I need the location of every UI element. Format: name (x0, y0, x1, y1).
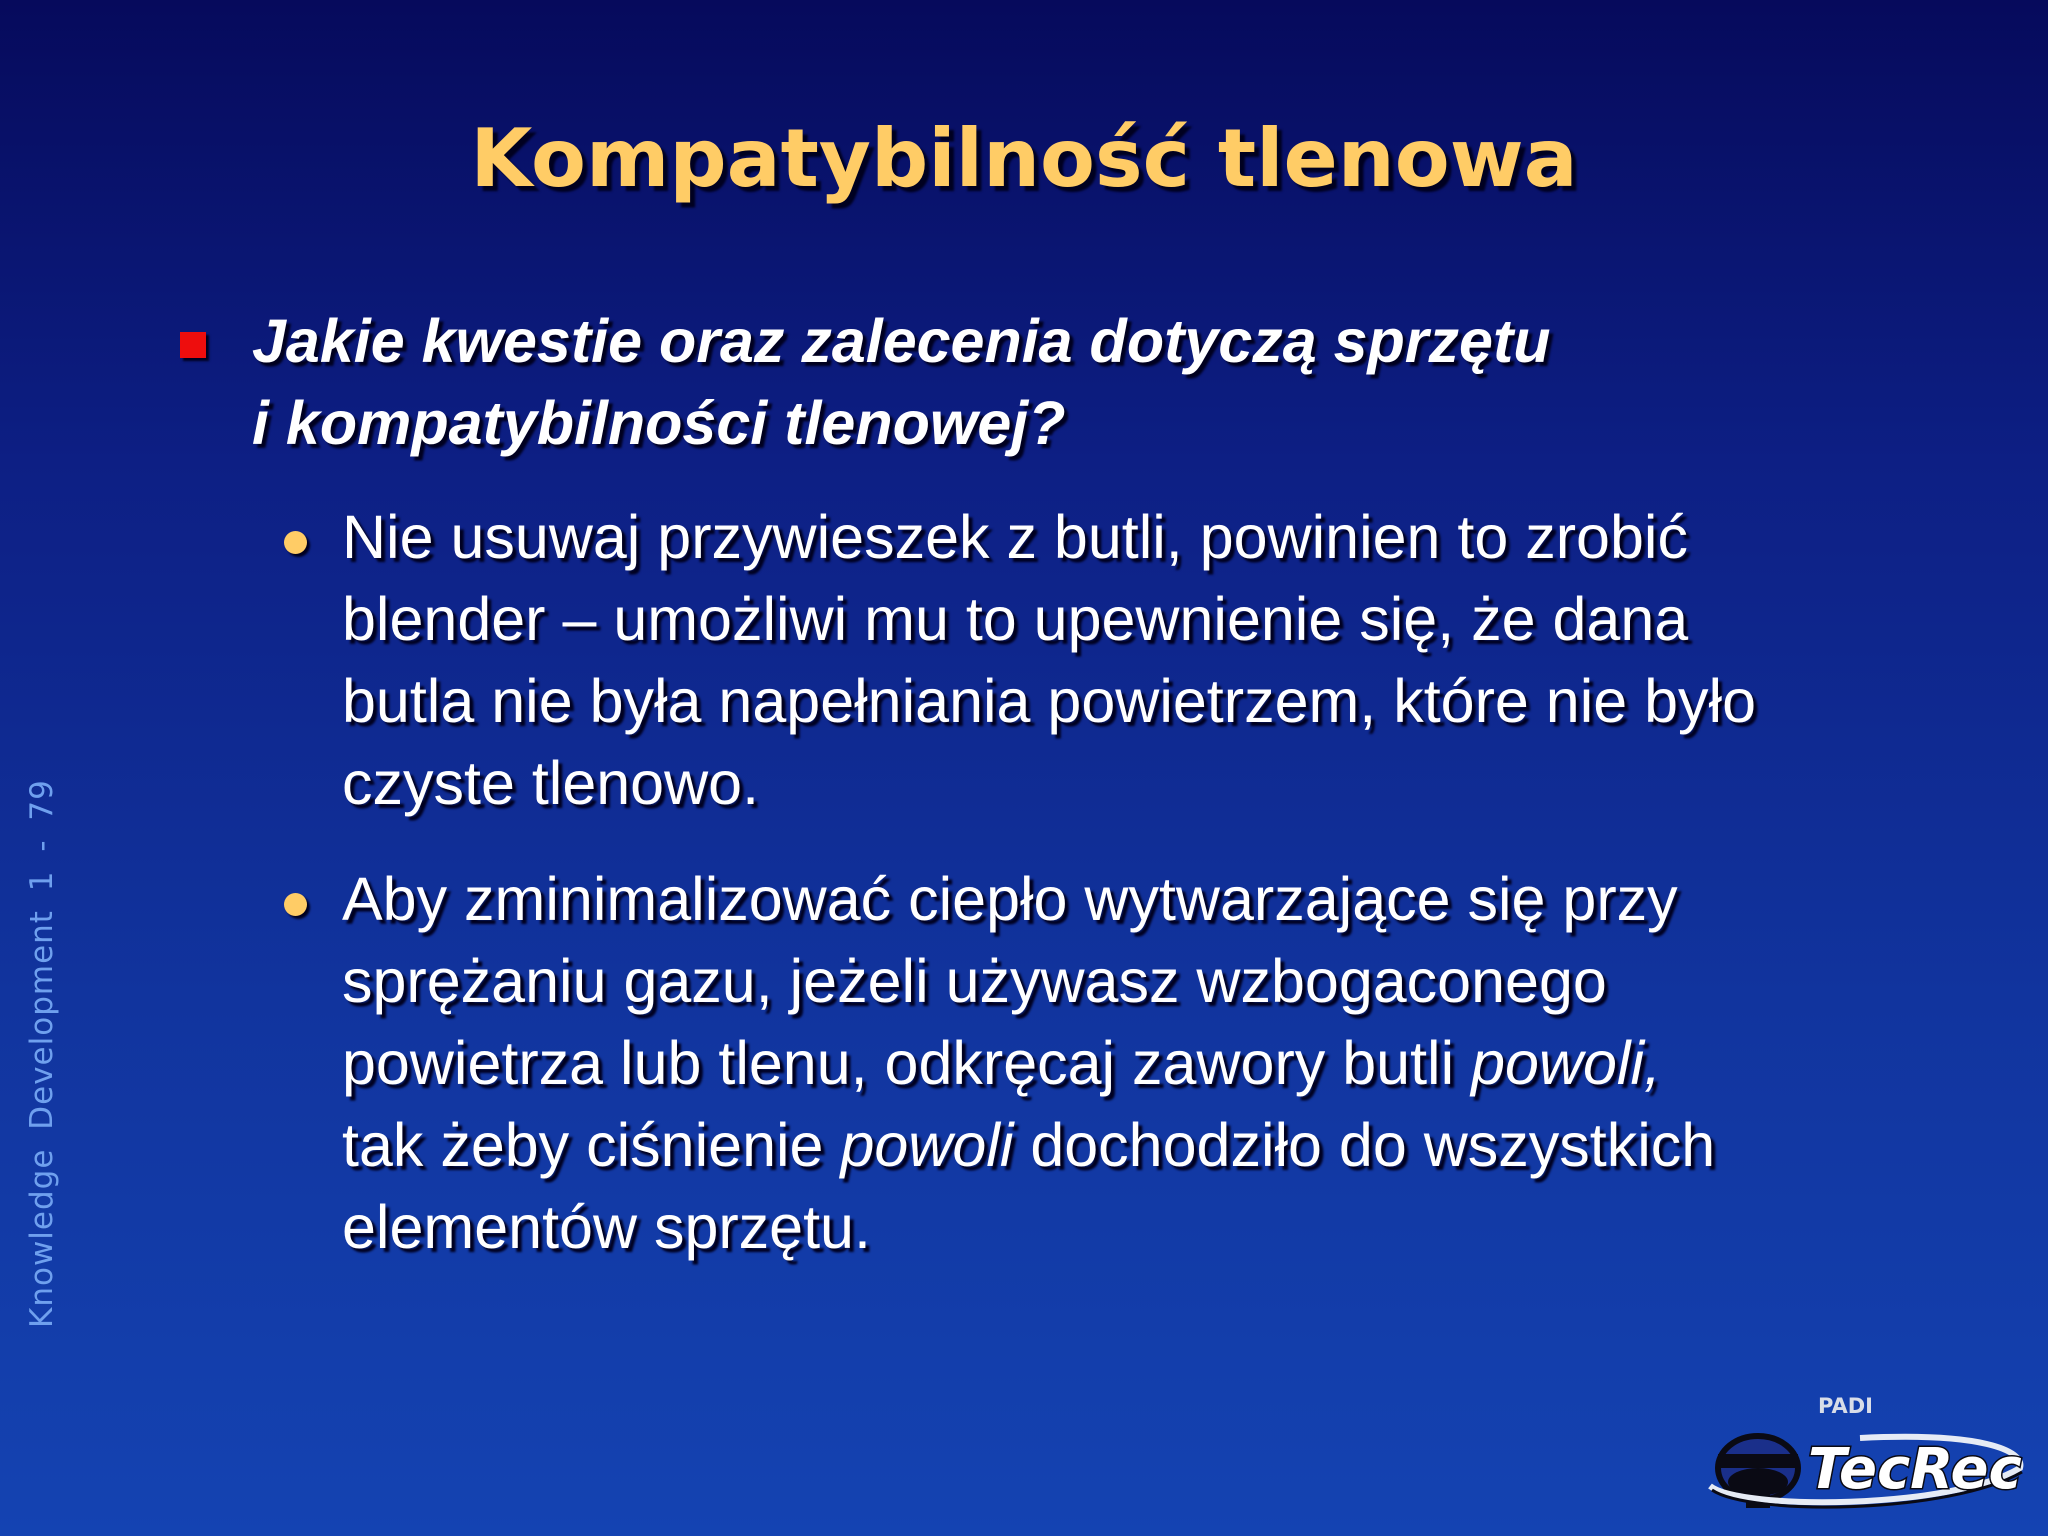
question-line: i kompatybilności tlenowej? (252, 389, 1066, 457)
bullet-text: tak żeby ciśnienie (342, 1111, 841, 1179)
bullet-emphasis: powoli, (1471, 1029, 1661, 1097)
question-heading (252, 300, 1852, 464)
bullet-line: elementów sprzętu. (342, 1193, 871, 1261)
logo-brand-main: TecRec (1808, 1437, 2022, 1502)
bullet-point-1 (342, 496, 1982, 824)
bullet-line (342, 1104, 1982, 1186)
bullet-line: Aby zminimalizować ciepło wytwarzające się przy (342, 865, 1678, 933)
bullet-line: blender – umożliwi mu to upewnienie się, że dana (342, 585, 1689, 653)
bullet-line: czyste tlenowo. (342, 749, 760, 817)
question-line: Jakie kwestie oraz zalecenia dotyczą sprzętu (252, 307, 1551, 375)
dot-bullet-icon (284, 893, 307, 916)
square-bullet-icon (180, 332, 206, 358)
bullet-line: Nie usuwaj przywieszek z butli, powinien to zrobić (342, 503, 1688, 571)
bullet-line: sprężaniu gazu, jeżeli używasz wzbogaconego (342, 947, 1607, 1015)
padi-tecrec-logo (1700, 1390, 2030, 1520)
bullet-point-2 (342, 858, 1982, 1268)
dot-bullet-icon (284, 531, 307, 554)
bullet-emphasis: powoli (840, 1111, 1014, 1179)
bullet-line: butla nie była napełniania powietrzem, które nie było (342, 667, 1757, 735)
logo-brand-small: PADI (1818, 1394, 1873, 1418)
bullet-line (342, 1022, 1982, 1104)
slide-title: Kompatybilność tlenowa (470, 112, 1578, 205)
slide-side-label: Knowledge Development 1 - 79 (24, 779, 60, 1328)
bullet-text: dochodziło do wszystkich (1013, 1111, 1716, 1179)
bullet-text: powietrza lub tlenu, odkręcaj zawory butli (342, 1029, 1472, 1097)
